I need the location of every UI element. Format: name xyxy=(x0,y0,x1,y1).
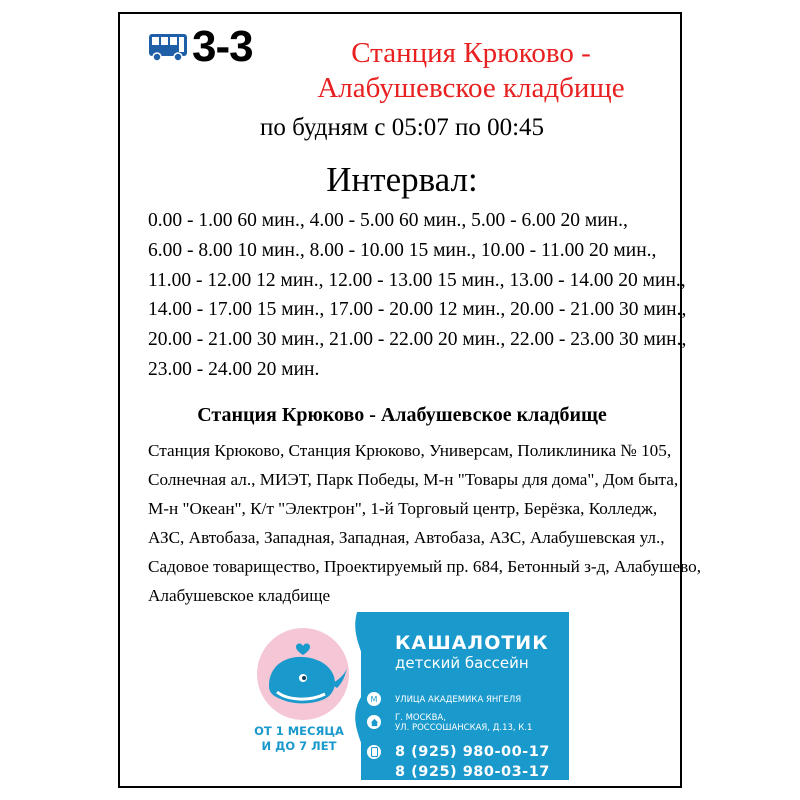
advertisement-banner xyxy=(235,612,569,780)
schedule-sheet xyxy=(118,12,701,788)
phone-icon xyxy=(367,745,381,759)
ad-phone-1: 8 (925) 980-00-17 xyxy=(395,744,550,760)
ad-phone-2: 8 (925) 980-03-17 xyxy=(395,764,550,780)
stops-line: Станция Крюково, Станция Крюково, Универсам, Поликлиника № 105, xyxy=(148,441,672,460)
interval-line: 23.00 - 24.00 20 мин. xyxy=(148,358,320,380)
stops-title: Станция Крюково - Алабушевское кладбище xyxy=(197,404,607,426)
stops-line: Садовое товарищество, Проектируемый пр. 684, Бетонный з-д, Алабушево, xyxy=(148,557,701,576)
route-header xyxy=(148,24,253,70)
age-line-1: ОТ 1 МЕСЯЦА xyxy=(254,724,344,738)
ad-street: УЛИЦА АКАДЕМИКА ЯНГЕЛЯ xyxy=(395,695,522,705)
route-title xyxy=(290,36,652,106)
stops-line: М-н "Океан", К/т "Электрон", 1-й Торговый центр, Берёзка, Колледж, xyxy=(148,499,658,518)
operating-hours: по будням с 05:07 по 00:45 xyxy=(259,114,545,141)
interval-line: 14.00 - 17.00 15 мин., 17.00 - 20.00 12 мин., 20.00 - 21.00 30 мин., xyxy=(148,299,687,321)
interval-line: 6.00 - 8.00 10 мин., 8.00 - 10.00 15 мин., 10.00 - 11.00 20 мин., xyxy=(148,239,657,261)
route-title-line-1: Станция Крюково - xyxy=(351,37,591,69)
stops-line: АЗС, Автобаза, Западная, Западная, Автобаза, АЗС, Алабушевская ул., xyxy=(148,528,665,547)
whale-logo-icon xyxy=(247,624,359,724)
age-line-2: И ДО 7 ЛЕТ xyxy=(261,739,337,753)
home-icon xyxy=(367,715,381,729)
age-range-text xyxy=(239,724,359,754)
bus-icon xyxy=(148,31,188,63)
ad-address-line-1: Г. МОСКВА, xyxy=(395,713,446,723)
interval-list xyxy=(148,206,686,385)
metro-icon: М xyxy=(367,692,381,706)
interval-line: 11.00 - 12.00 12 мин., 12.00 - 13.00 15 мин., 13.00 - 14.00 20 мин., xyxy=(148,269,686,291)
interval-heading: Интервал: xyxy=(326,160,478,199)
route-title-line-2: Алабушевское кладбище xyxy=(317,72,625,104)
interval-line: 0.00 - 1.00 60 мин., 4.00 - 5.00 60 мин., 5.00 - 6.00 20 мин., xyxy=(148,210,628,231)
stops-line: Солнечная ал., МИЭТ, Парк Победы, М-н "Товары для дома", Дом быта, xyxy=(148,470,679,489)
route-number: 3-3 xyxy=(192,22,253,71)
ad-address-line-2: УЛ. РОССОШАНСКАЯ, Д.13, К.1 xyxy=(395,723,533,733)
ad-brand-name: КАШАЛОТИК xyxy=(395,632,549,654)
stops-list xyxy=(148,436,701,610)
interval-line: 20.00 - 21.00 30 мин., 21.00 - 22.00 20 мин., 22.00 - 23.00 30 мин., xyxy=(148,329,687,351)
stops-line: Алабушевское кладбище xyxy=(148,586,331,605)
ad-brand-subtitle: детский бассейн xyxy=(395,654,529,672)
